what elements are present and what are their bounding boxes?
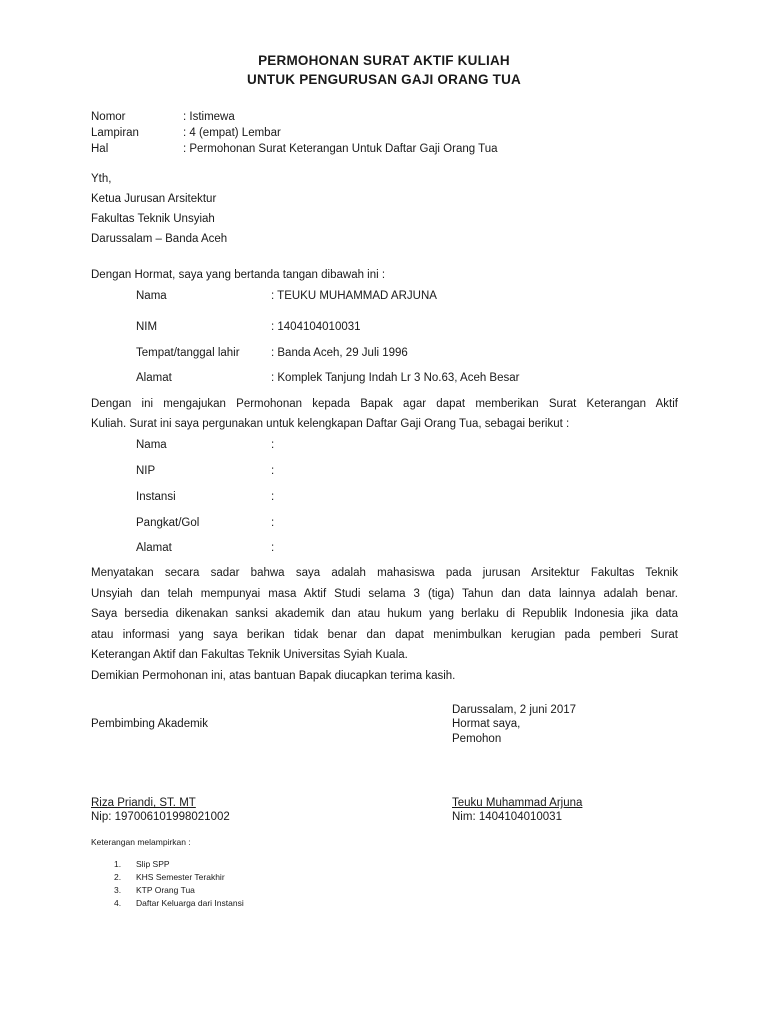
attachment-item-4: Daftar Keluarga dari Instansi <box>136 898 244 908</box>
attachment-num-3: 3. <box>114 885 122 895</box>
parent-instansi-value: : <box>271 491 275 503</box>
regards-text: Hormat saya, <box>452 718 521 730</box>
parent-name-value: : <box>271 439 275 451</box>
attachment-item-1: Slip SPP <box>136 859 170 869</box>
recipient-line-1: Ketua Jurusan Arsitektur <box>91 193 217 205</box>
attachment-num-2: 2. <box>114 872 122 882</box>
lampiran-label: Lampiran <box>91 127 139 139</box>
parent-nip-label: NIP <box>136 465 156 477</box>
applicant-nim: Nim: 1404104010031 <box>452 811 562 823</box>
hal-value: : Permohonan Surat Keterangan Untuk Daftar Gaji Orang Tua <box>183 143 498 155</box>
title-line-1: PERMOHONAN SURAT AKTIF KULIAH <box>258 53 510 68</box>
hal-label: Hal <box>91 143 109 155</box>
student-nim-value: : 1404104010031 <box>271 321 361 333</box>
student-birth-label: Tempat/tanggal lahir <box>136 347 240 359</box>
advisor-title: Pembimbing Akademik <box>91 718 208 730</box>
statement-line-5: Keterangan Aktif dan Fakultas Teknik Universitas Syiah Kuala. <box>91 649 408 661</box>
request-line-2: Kuliah. Surat ini saya pergunakan untuk kelengkapan Daftar Gaji Orang Tua, sebagai berikut : <box>91 418 570 430</box>
student-address-label: Alamat <box>136 372 172 384</box>
parent-address-label: Alamat <box>136 542 172 554</box>
student-name-value: : TEUKU MUHAMMAD ARJUNA <box>271 290 437 302</box>
nomor-label: Nomor <box>91 111 126 123</box>
advisor-nip: Nip: 197006101998021002 <box>91 811 230 823</box>
attachment-num-4: 4. <box>114 898 122 908</box>
letter-date: Darussalam, 2 juni 2017 <box>452 704 577 716</box>
nomor-value: : Istimewa <box>183 111 235 123</box>
parent-name-label: Nama <box>136 439 167 451</box>
student-name-label: Nama <box>136 290 167 302</box>
attachment-item-2: KHS Semester Terakhir <box>136 872 225 882</box>
parent-instansi-label: Instansi <box>136 491 176 503</box>
recipient-line-2: Fakultas Teknik Unsyiah <box>91 213 215 225</box>
attachment-item-3: KTP Orang Tua <box>136 885 195 895</box>
student-nim-label: NIM <box>136 321 158 333</box>
closing-line: Demikian Permohonan ini, atas bantuan Bapak diucapkan terima kasih. <box>91 670 456 682</box>
attachments-heading: Keterangan melampirkan : <box>91 837 191 847</box>
statement-line-4: atau informasi yang saya berikan tidak benar dan dapat menimbulkan kerugian pada pemberi Surat <box>91 629 678 641</box>
applicant-name: Teuku Muhammad Arjuna <box>452 797 583 809</box>
salutation: Yth, <box>91 173 112 185</box>
title-line-2: UNTUK PENGURUSAN GAJI ORANG TUA <box>247 72 521 87</box>
request-line-1: Dengan ini mengajukan Permohonan kepada Bapak agar dapat memberikan Surat Keterangan Aktif <box>91 398 678 410</box>
statement-line-1: Menyatakan secara sadar bahwa saya adalah mahasiswa pada jurusan Arsitektur Fakultas Teknik <box>91 567 678 579</box>
parent-nip-value: : <box>271 465 275 477</box>
student-birth-value: : Banda Aceh, 29 Juli 1996 <box>271 347 408 359</box>
applicant-role: Pemohon <box>452 733 502 745</box>
recipient-line-3: Darussalam – Banda Aceh <box>91 233 228 245</box>
student-address-value: : Komplek Tanjung Indah Lr 3 No.63, Aceh Besar <box>271 372 520 384</box>
advisor-name: Riza Priandi, ST. MT <box>91 797 196 809</box>
lampiran-value: : 4 (empat) Lembar <box>183 127 281 139</box>
parent-rank-value: : <box>271 517 275 529</box>
statement-line-2: Unsyiah dan telah mempunyai masa Aktif Studi selama 3 (tiga) Tahun dan data lainnya adalah benar. <box>91 588 678 600</box>
attachment-num-1: 1. <box>114 859 122 869</box>
parent-rank-label: Pangkat/Gol <box>136 517 200 529</box>
intro-text: Dengan Hormat, saya yang bertanda tangan dibawah ini : <box>91 269 386 281</box>
statement-line-3: Saya bersedia dikenakan sanksi akademik dan atau hukum yang berlaku di Republik Indonesia jika data <box>91 608 678 620</box>
parent-address-value: : <box>271 542 275 554</box>
